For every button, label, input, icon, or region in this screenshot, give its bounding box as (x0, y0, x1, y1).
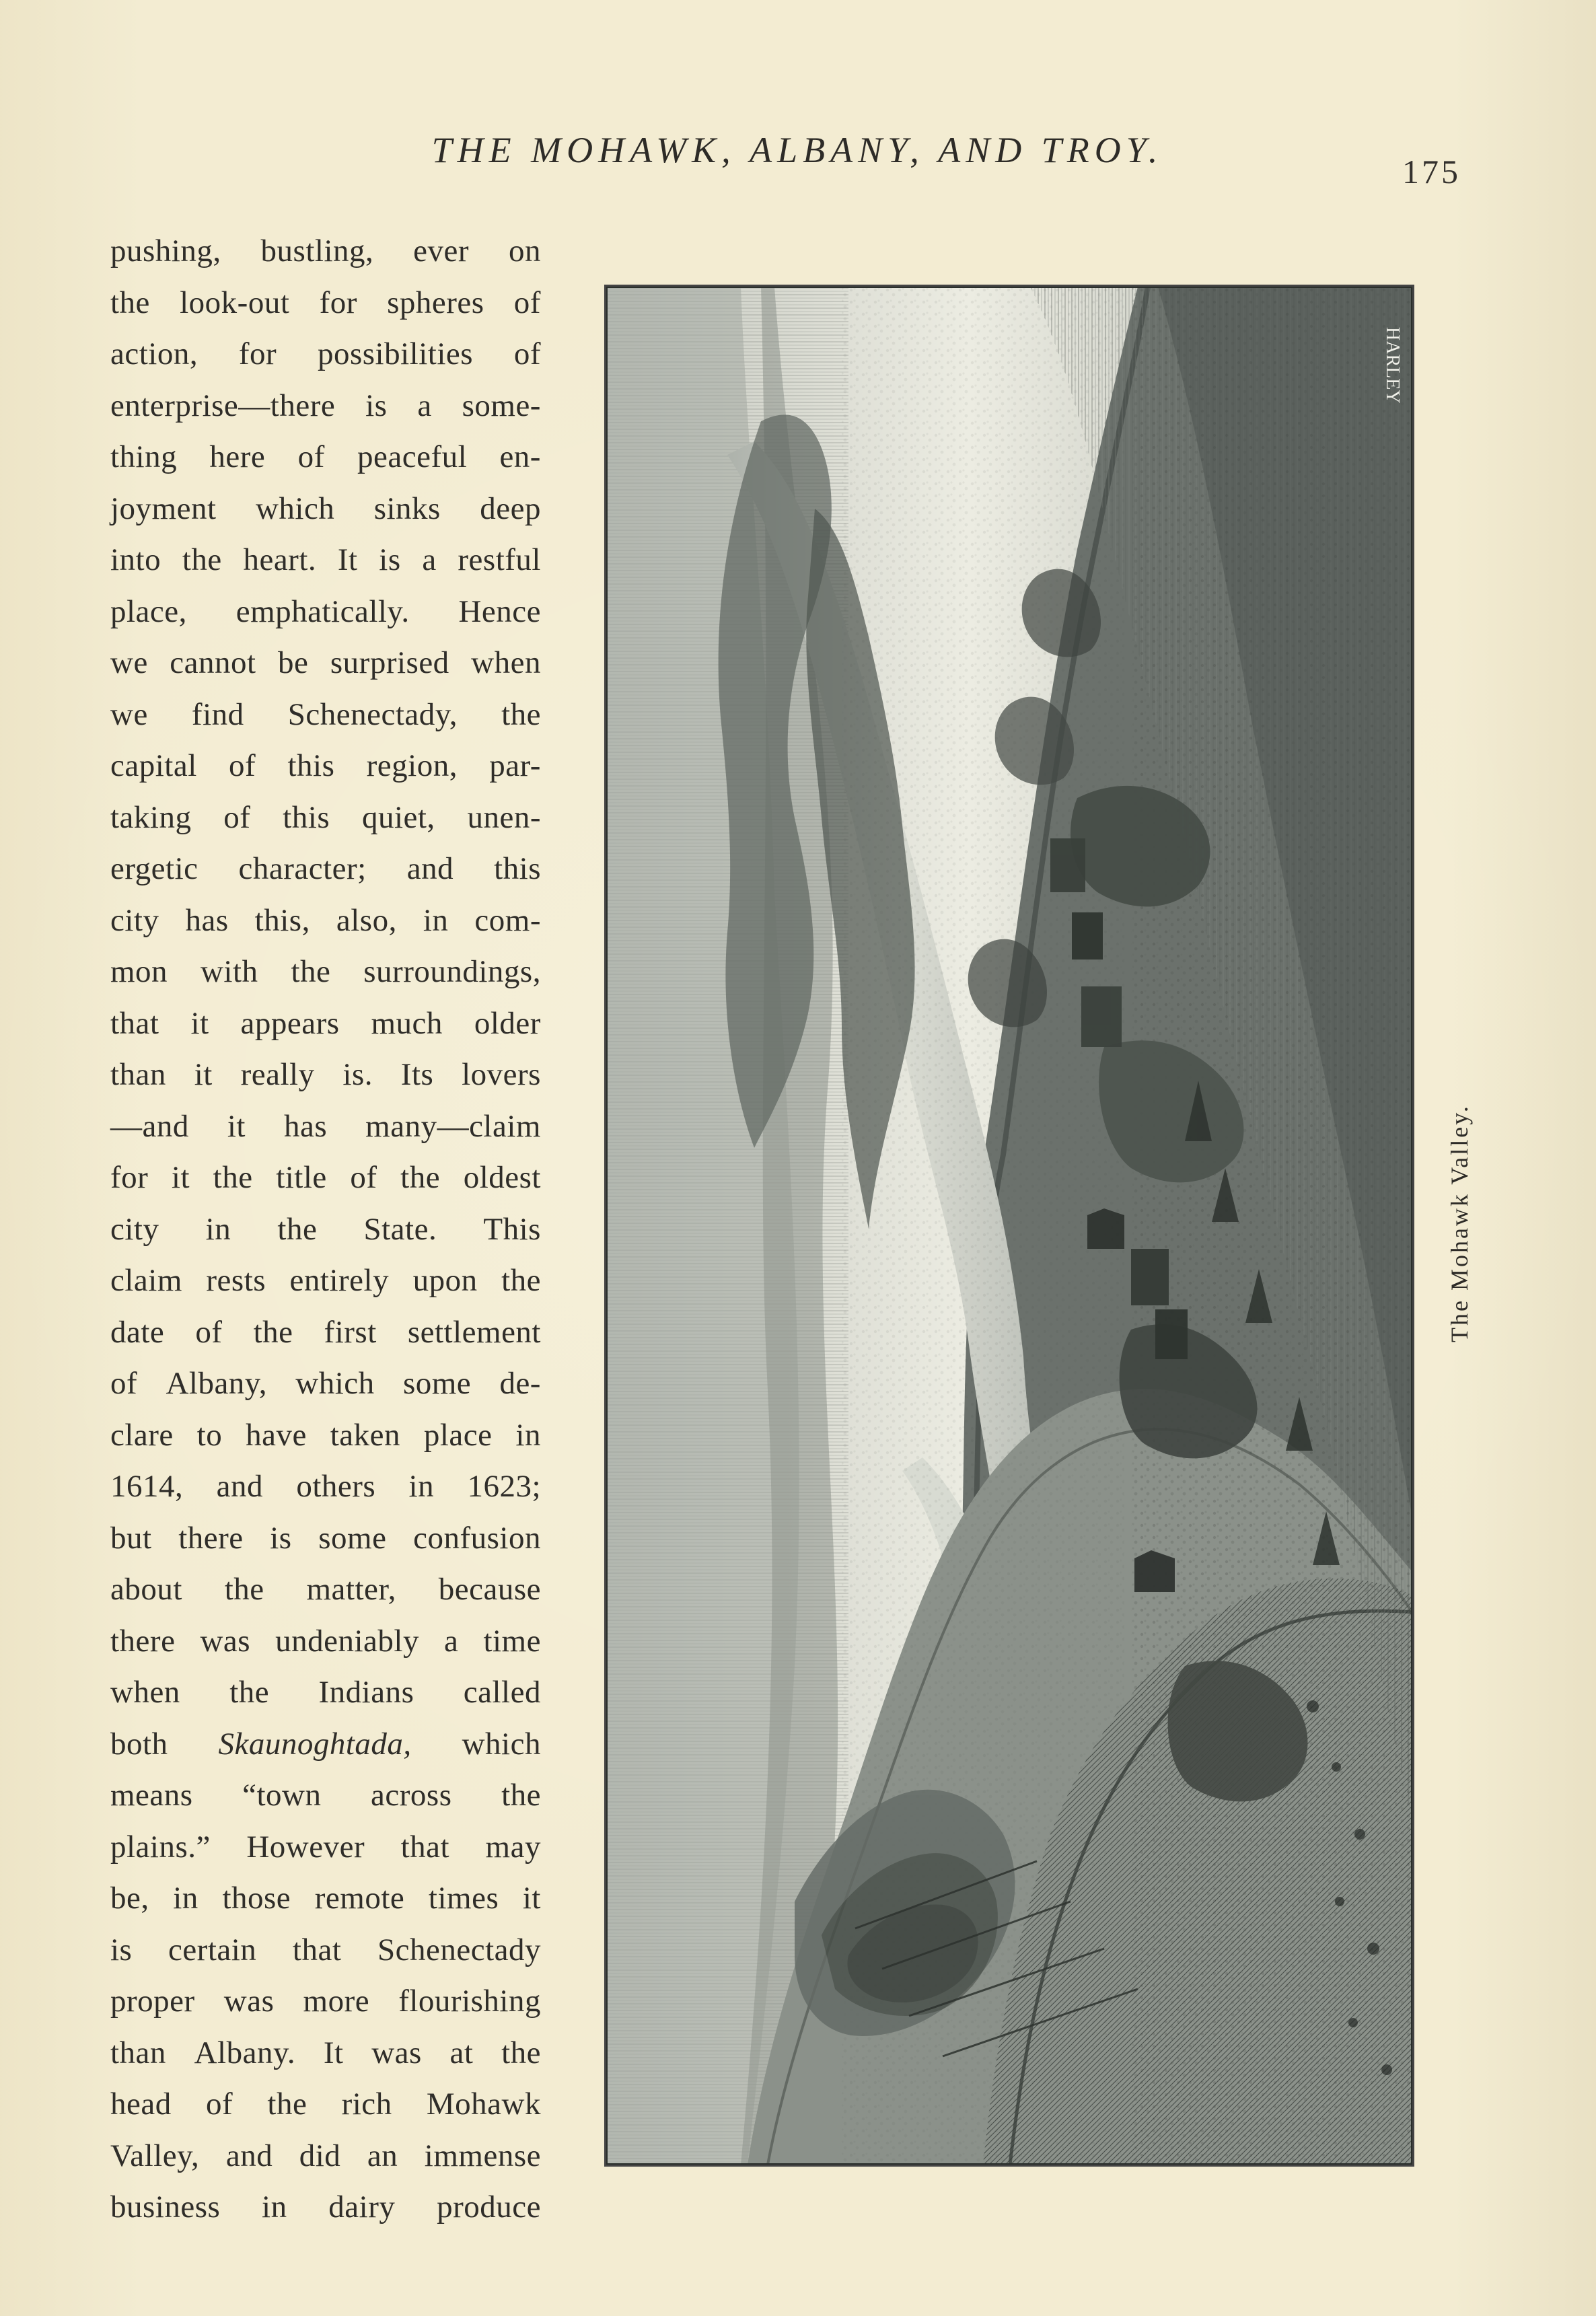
word: much (371, 1005, 443, 1041)
word: thing (110, 439, 178, 474)
word: the (291, 954, 331, 989)
italic-word: Skaunoghtada, (218, 1726, 412, 1762)
word: this (287, 748, 335, 783)
word: of (195, 1314, 223, 1350)
word: the (229, 1675, 270, 1710)
word: Mohawk (426, 2087, 541, 2122)
word: Its (400, 1057, 434, 1092)
word: the (267, 2087, 307, 2122)
text-line (110, 1410, 541, 1461)
word: was (200, 1623, 251, 1659)
word: the (501, 1778, 541, 1813)
word: de- (499, 1366, 541, 1401)
word: really (240, 1057, 315, 1092)
word: Albany. (194, 2035, 296, 2070)
word: be, (110, 1881, 149, 1916)
word: par- (489, 748, 541, 783)
word: date (110, 1314, 165, 1350)
word: was (371, 2035, 422, 2070)
word: is (110, 1932, 133, 1967)
word: time (483, 1623, 541, 1659)
word: heart. (243, 542, 317, 577)
text-line (110, 431, 541, 483)
engraving-illustration (604, 285, 1414, 2167)
word: of (513, 336, 541, 371)
word: spheres (387, 285, 484, 320)
word: called (463, 1675, 541, 1710)
word: that (292, 1932, 342, 1967)
word: However (246, 1829, 365, 1865)
engraver-signature: HARLEY (1382, 327, 1403, 404)
word: place, (110, 593, 187, 629)
word: peaceful (357, 439, 468, 474)
word: this (494, 851, 541, 886)
text-line (110, 534, 541, 586)
word: many—claim (365, 1108, 541, 1144)
word: both (110, 1726, 168, 1762)
word: was (223, 1984, 275, 2019)
word: title (276, 1160, 327, 1195)
word: older (474, 1005, 541, 1041)
text-line (110, 1564, 541, 1616)
word: also, (336, 902, 397, 938)
word: which (255, 491, 335, 526)
word: sinks (373, 491, 441, 526)
word: immense (424, 2138, 541, 2173)
text-line (110, 1667, 541, 1718)
word: in (515, 1417, 541, 1453)
word: of (350, 1160, 377, 1195)
text-line (110, 637, 541, 689)
word: com- (474, 902, 541, 938)
word: taken (330, 1417, 400, 1453)
text-line (110, 380, 541, 432)
word: and (225, 2138, 273, 2173)
text-line (110, 1204, 541, 1256)
text-line (110, 1358, 541, 1410)
word: the (110, 285, 150, 320)
word: of (229, 748, 256, 783)
word: here (209, 439, 266, 474)
word: the (277, 1211, 318, 1247)
word: quiet, (361, 799, 435, 835)
word: some (402, 1366, 472, 1401)
word: it (194, 1057, 213, 1092)
word: and (406, 851, 454, 886)
word: Albany, (166, 1366, 267, 1401)
word: for (110, 1160, 149, 1195)
word: city (110, 1211, 159, 1247)
word: joyment (110, 491, 217, 526)
word: rich (341, 2087, 392, 2122)
word: confusion (413, 1520, 541, 1556)
word: head (110, 2087, 172, 2122)
text-line (110, 1924, 541, 1976)
word: It (337, 542, 358, 577)
word: restful (458, 542, 541, 577)
text-line (110, 277, 541, 329)
word: the (501, 696, 541, 732)
word: possibilities (317, 336, 474, 371)
text-line (110, 1976, 541, 2027)
word: dairy (328, 2190, 396, 2224)
text-line (110, 483, 541, 535)
text-line (110, 2078, 541, 2130)
word: This (483, 1211, 541, 1247)
text-line (110, 792, 541, 844)
text-line (110, 2181, 541, 2233)
word: look-out (180, 285, 290, 320)
word: rests (206, 1263, 266, 1298)
word: the (501, 2035, 541, 2070)
word: which (462, 1726, 541, 1762)
word: across (371, 1778, 452, 1813)
word: have (246, 1417, 307, 1453)
word: is (270, 1520, 292, 1556)
word: to (196, 1417, 223, 1453)
word: which (295, 1366, 375, 1401)
word: there (178, 1520, 244, 1556)
word: produce (437, 2190, 541, 2224)
page-number: 175 (1402, 153, 1461, 190)
word: certain (168, 1932, 257, 1967)
text-line (110, 1616, 541, 1667)
word: “town (242, 1778, 322, 1813)
word: we (110, 645, 148, 680)
word: surroundings, (363, 954, 541, 989)
word: it (227, 1108, 246, 1144)
word: appears (240, 1005, 340, 1041)
text-line (110, 1152, 541, 1204)
word: clare (110, 1417, 174, 1453)
text-line (110, 2027, 541, 2079)
word: but (110, 1520, 152, 1556)
word: of (110, 1366, 138, 1401)
word: it (171, 1160, 190, 1195)
word: and (216, 1469, 263, 1504)
word: in (173, 1881, 198, 1916)
word: mon (110, 954, 168, 989)
word: emphatically. (235, 593, 410, 629)
word: oldest (463, 1160, 541, 1195)
word: that (110, 1005, 159, 1041)
word: of (205, 2087, 233, 2122)
word: the (501, 1263, 541, 1298)
word: about (110, 1572, 182, 1607)
word: on (508, 233, 541, 268)
text-line (110, 225, 541, 277)
word: proper (110, 1984, 195, 2019)
word: be (278, 645, 309, 680)
word: lovers (462, 1057, 541, 1092)
text-line (110, 1307, 541, 1359)
text-line (110, 689, 541, 741)
word: the (182, 542, 222, 577)
word: action, (110, 336, 198, 371)
text-line (110, 1718, 541, 1770)
word: settlement (407, 1314, 541, 1350)
word: others (296, 1469, 376, 1504)
word: the (224, 1572, 264, 1607)
word: a (417, 388, 432, 423)
word: the (213, 1160, 253, 1195)
word: for (319, 285, 357, 320)
caption-text: The Mohawk Valley. (1446, 1104, 1473, 1342)
word: en- (499, 439, 541, 474)
word: State. (363, 1211, 437, 1247)
text-line (110, 740, 541, 792)
text-line (110, 1461, 541, 1513)
text-line (110, 1770, 541, 1821)
word: cannot (170, 645, 256, 680)
word: is. (342, 1057, 373, 1092)
word: at (449, 2035, 474, 2070)
word: than (110, 2035, 166, 2070)
word: character; (238, 851, 367, 886)
word: did (299, 2138, 341, 2173)
word: it (522, 1881, 541, 1916)
word: in (408, 1469, 435, 1504)
text-line (110, 1873, 541, 1924)
word: some (318, 1520, 387, 1556)
word: means (110, 1778, 193, 1813)
word: claim (110, 1263, 182, 1298)
word: 1614, (110, 1469, 184, 1504)
word: has (185, 902, 229, 938)
word: an (367, 2138, 398, 2173)
word: surprised (330, 645, 449, 680)
word: times (428, 1881, 499, 1916)
running-head: THE MOHAWK, ALBANY, AND TROY. (431, 130, 1163, 170)
word: Schenectady (377, 1932, 541, 1967)
word: region, (366, 748, 458, 783)
word: unen- (467, 799, 541, 835)
text-line (110, 998, 541, 1050)
word: with (200, 954, 258, 989)
word: than (110, 1057, 166, 1092)
text-line (110, 895, 541, 947)
word: has (284, 1108, 328, 1144)
word: into (110, 542, 161, 577)
word: when (110, 1675, 180, 1710)
text-line (110, 2130, 541, 2182)
word: because (438, 1572, 541, 1607)
mohawk-valley-engraving (606, 287, 1412, 2165)
word: the (400, 1160, 441, 1195)
word: Schenectady, (287, 696, 458, 732)
word: a (444, 1623, 459, 1659)
word: enterprise—there (110, 388, 336, 423)
text-line (110, 1821, 541, 1873)
word: it (190, 1005, 209, 1041)
text-line (110, 328, 541, 380)
word: of (223, 799, 251, 835)
word: 1623; (467, 1469, 541, 1504)
word: that (400, 1829, 450, 1865)
text-line (110, 1513, 541, 1564)
word: plains.” (110, 1829, 211, 1865)
word: is (365, 388, 388, 423)
word: Valley, (110, 2138, 200, 2173)
word: deep (480, 491, 541, 526)
word: pushing, (110, 233, 221, 268)
word: of (297, 439, 325, 474)
word: in (205, 1211, 231, 1247)
word: this, (254, 902, 310, 938)
body-text-column (110, 225, 541, 2231)
word: the (253, 1314, 293, 1350)
word: in (423, 902, 449, 938)
word: It (323, 2035, 344, 2070)
word: ergetic (110, 851, 198, 886)
word: this (283, 799, 330, 835)
word: find (191, 696, 244, 732)
word: entirely (289, 1263, 390, 1298)
word: for (238, 336, 277, 371)
word: —and (110, 1108, 189, 1144)
text-line (110, 586, 541, 638)
word: ever (413, 233, 470, 268)
word: some- (462, 388, 541, 423)
text-line (110, 1101, 541, 1153)
word: bustling, (260, 233, 374, 268)
word: upon (412, 1263, 478, 1298)
word: matter, (306, 1572, 396, 1607)
word: remote (314, 1881, 405, 1916)
word: when (471, 645, 541, 680)
word: of (513, 285, 541, 320)
illustration-caption (1445, 1104, 1473, 1342)
text-line (110, 843, 541, 895)
word: business (110, 2190, 221, 2224)
word: more (303, 1984, 370, 2019)
word: there (110, 1623, 176, 1659)
text-line (110, 946, 541, 998)
word: undeniably (275, 1623, 419, 1659)
word: may (485, 1829, 541, 1865)
word: city (110, 902, 159, 938)
word: place (423, 1417, 493, 1453)
word: we (110, 696, 148, 732)
text-line (110, 1049, 541, 1101)
word: taking (110, 799, 192, 835)
word: Hence (458, 593, 541, 629)
word: flourishing (398, 1984, 541, 2019)
word: a (422, 542, 437, 577)
word: Indians (318, 1675, 414, 1710)
word: is (379, 542, 401, 577)
word: in (262, 2190, 287, 2224)
text-line (110, 1255, 541, 1307)
word: capital (110, 748, 197, 783)
word: those (222, 1881, 291, 1916)
word: first (324, 1314, 377, 1350)
